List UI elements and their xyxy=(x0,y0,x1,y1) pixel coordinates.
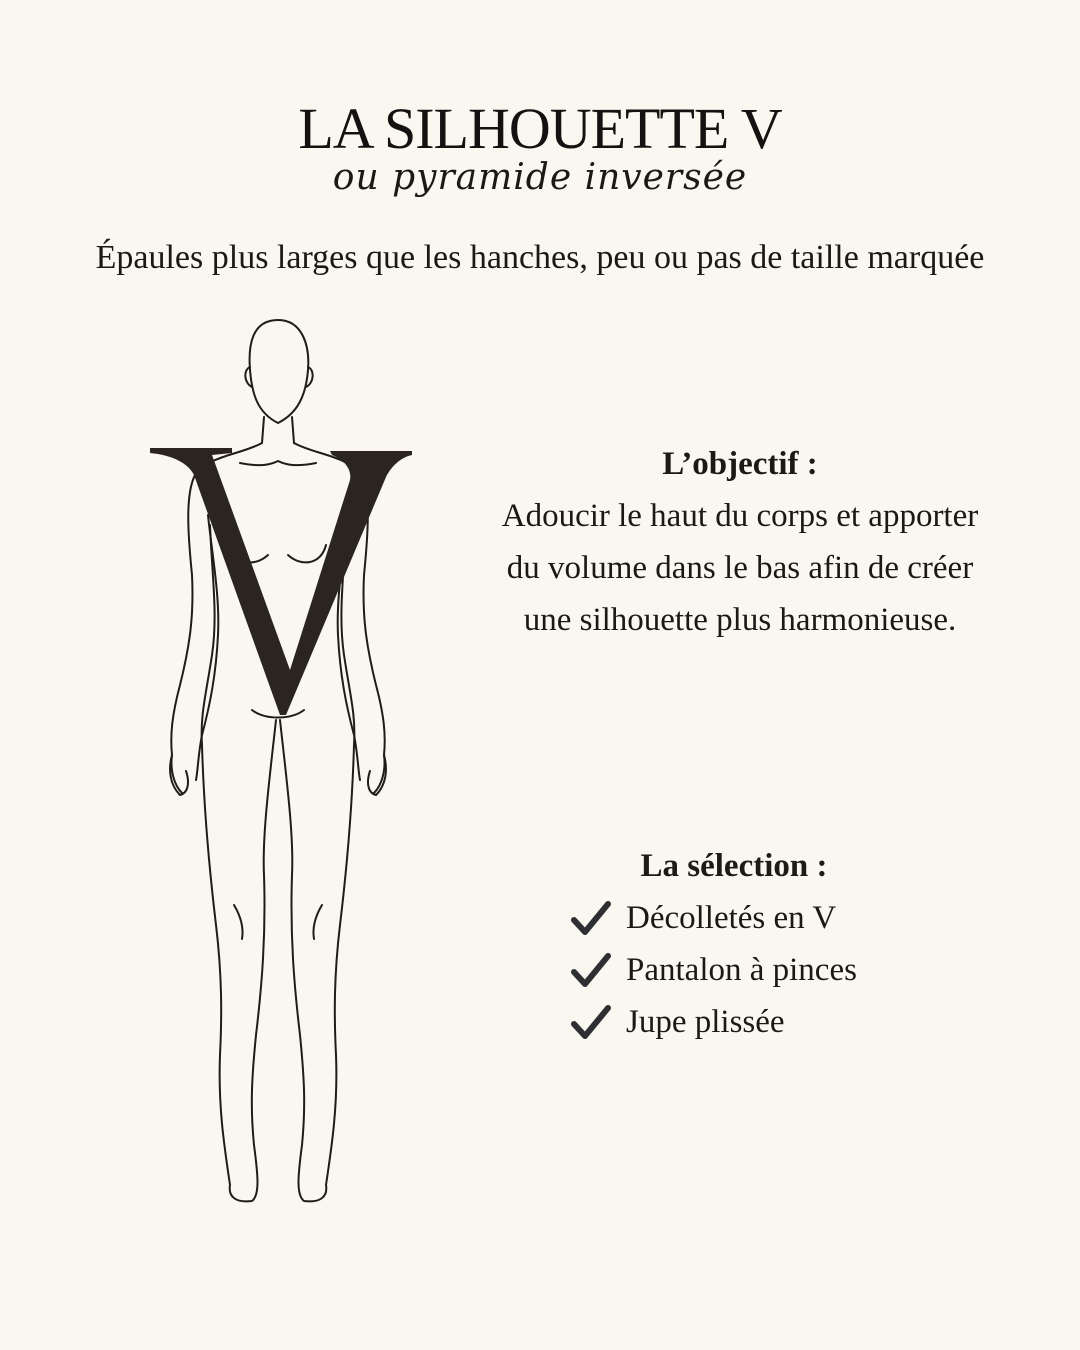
selection-item xyxy=(560,996,920,1048)
body-shape-description: Épaules plus larges que les hanches, peu ou pas de taille marquée xyxy=(95,239,985,276)
page-title: LA SILHOUETTE V xyxy=(298,96,782,161)
check-icon xyxy=(570,1002,612,1042)
objective-text: Adoucir le haut du corps et apporter du volume dans le bas afin de créer une silhouette plus harmonieuse. xyxy=(501,498,979,638)
selection-item xyxy=(560,944,920,996)
selection-item-label: Jupe plissée xyxy=(626,1003,785,1040)
page-subtitle: ou pyramide inversée xyxy=(332,157,748,198)
body-figure-illustration xyxy=(140,315,430,1215)
selection-item-label: Décolletés en V xyxy=(626,899,837,936)
selection-section xyxy=(560,840,920,1048)
selection-heading: La sélection : xyxy=(640,848,828,884)
check-icon xyxy=(570,950,612,990)
objective-section xyxy=(490,438,990,646)
objective-heading: L’objectif : xyxy=(662,446,818,482)
selection-item xyxy=(560,892,920,944)
check-icon xyxy=(570,898,612,938)
selection-item-label: Pantalon à pinces xyxy=(626,951,857,988)
body-outline-drawing xyxy=(140,315,430,1215)
